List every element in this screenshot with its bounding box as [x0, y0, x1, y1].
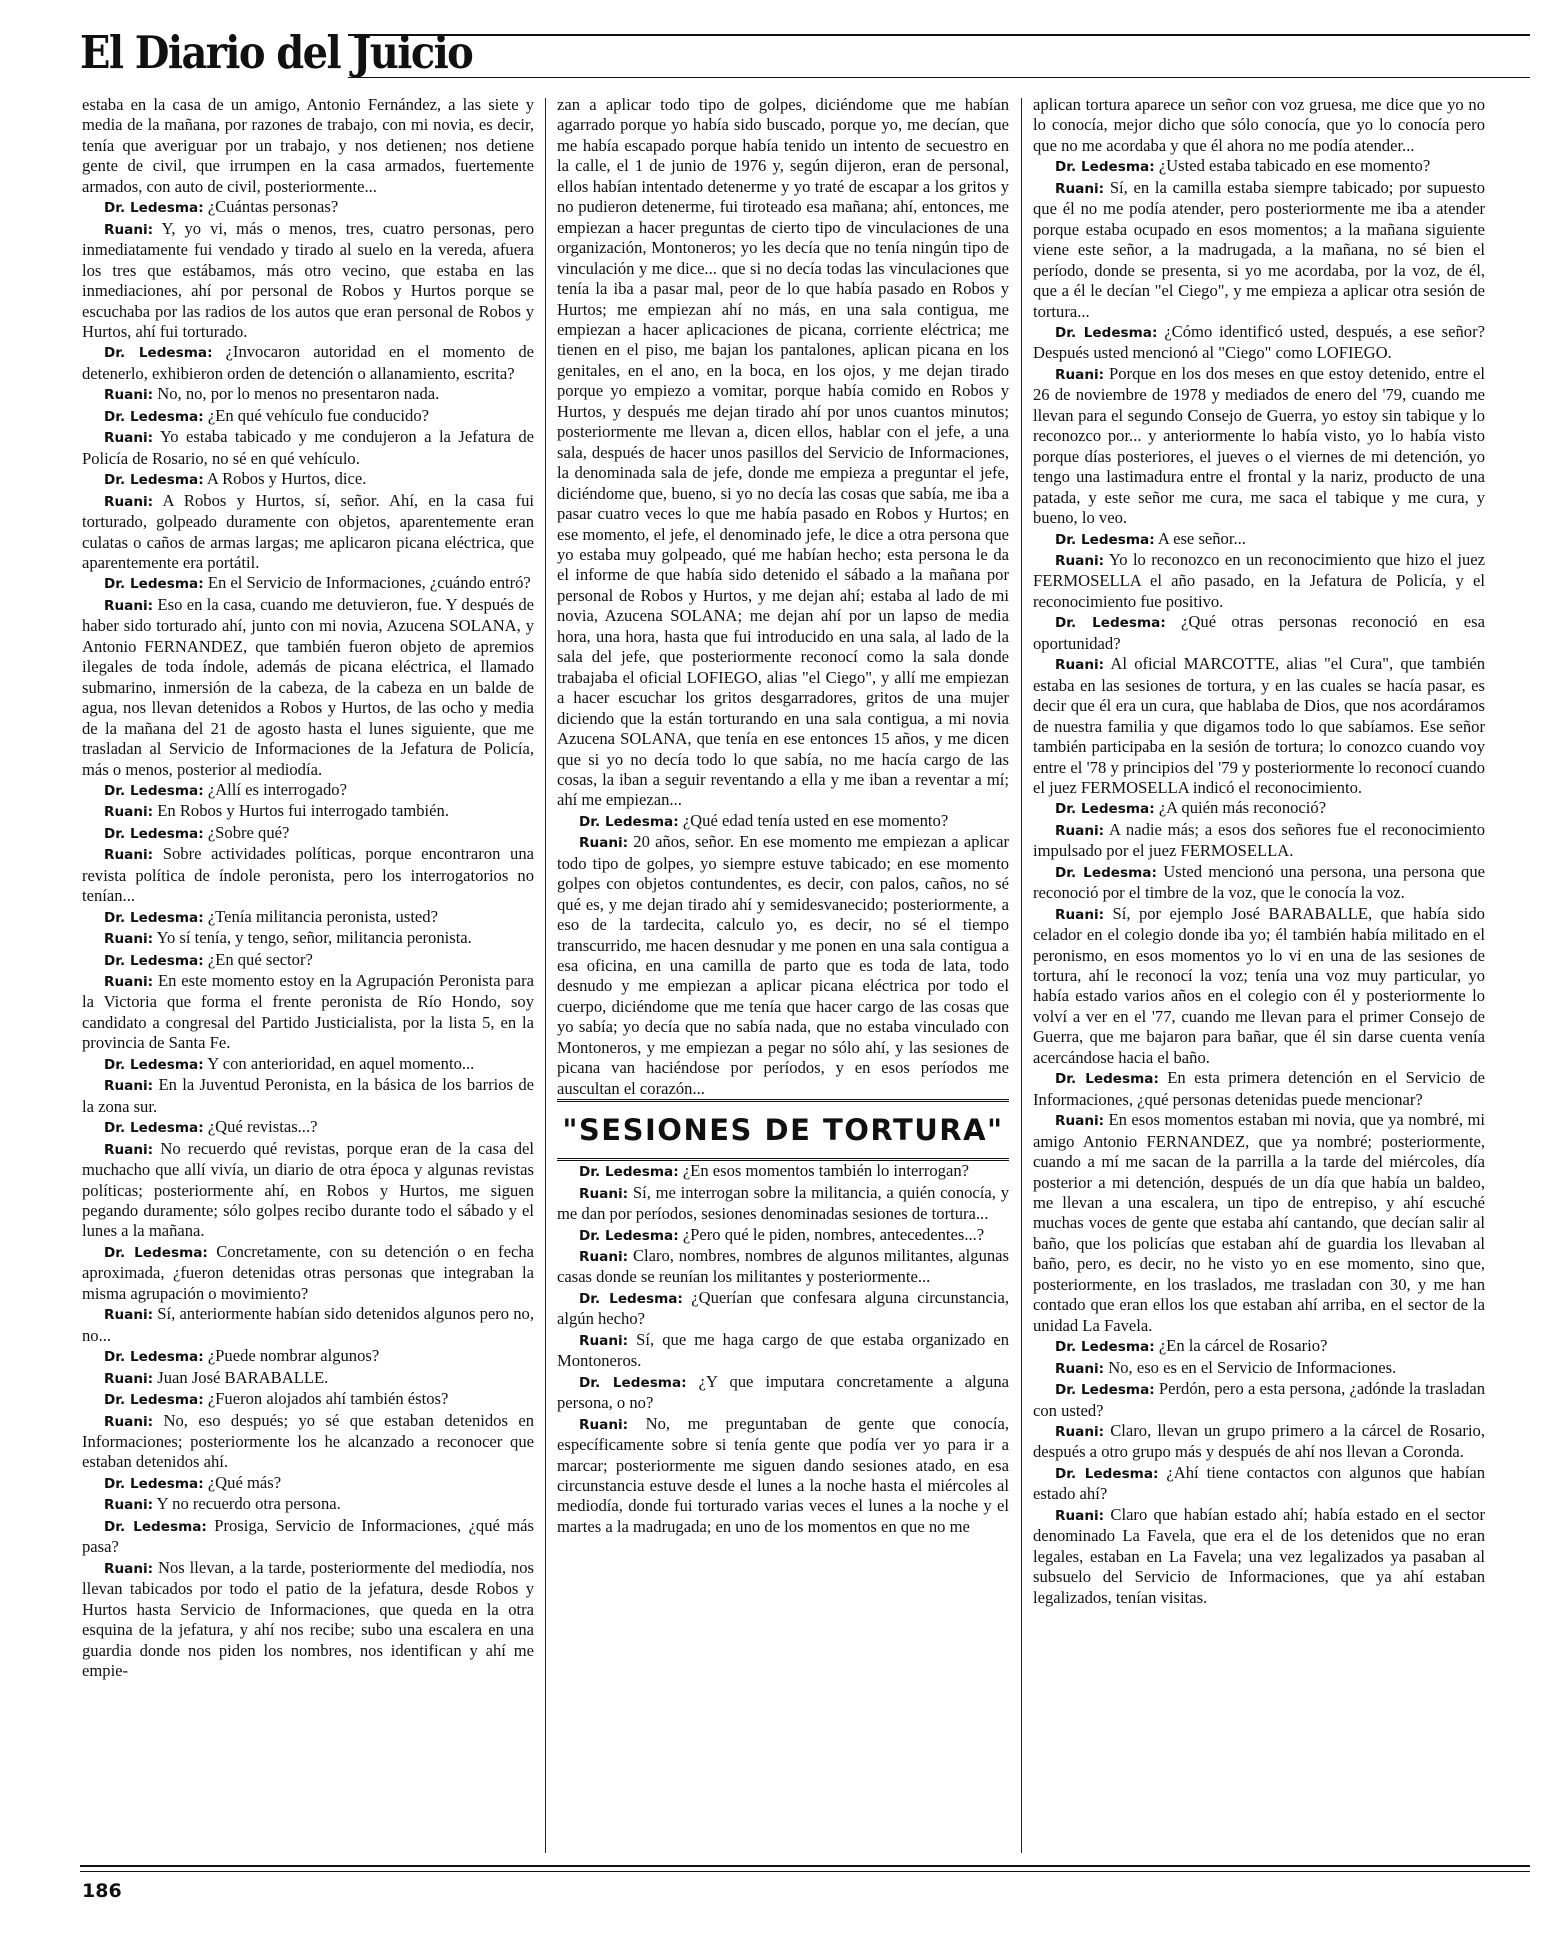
speaker-label: Ruani:: [104, 221, 154, 238]
speaker-label: Ruani:: [104, 1078, 154, 1095]
speaker-label: Ruani:: [1055, 657, 1105, 674]
paragraph-text: No, eso después; yo sé que estaban detenidos en Informaciones; posteriormente los he alcanzado a reconocer que estaban detenidos ahí.: [82, 1410, 534, 1472]
transcript-paragraph: [82, 1117, 534, 1138]
paragraph-text: Sí, por ejemplo José BARABALLE, que había sido celador en el colegio donde iba yo; él también había militado en el peronismo, en esos momentos yo lo vi en una de las sesiones de tortura, ahí le reconocí la voz; tenía una voz muy particular, yo había estado varios años en el colegio con él y posteriormente lo volví a ver en el '77, cuando me llevan para el primer Consejo de Guerra, que me bajaron para bañar, que él sin darse cuenta venía acercándose hacia el baño.: [1033, 903, 1485, 1067]
speaker-label: Ruani:: [579, 1416, 629, 1433]
paragraph-text: ¿En qué vehículo fue conducido?: [207, 405, 429, 425]
paragraph-text: ¿Qué otras personas reconoció en esa oportunidad?: [1033, 612, 1485, 653]
paragraph-text: Y no recuerdo otra persona.: [156, 1494, 341, 1514]
transcript-paragraph: [557, 832, 1009, 1099]
transcript-paragraph: [82, 1389, 534, 1410]
page-number: 186: [82, 1880, 122, 1902]
speaker-label: Dr. Ledesma:: [104, 1349, 204, 1366]
paragraph-text: Yo lo reconozco en un reconocimiento que hizo el juez FERMOSELLA el año pasado, en la Jefatura de Policía, y el reconocimiento fue positivo.: [1033, 549, 1485, 611]
paragraph-text: ¿Fueron alojados ahí también éstos?: [207, 1389, 449, 1409]
transcript-paragraph: [82, 1558, 534, 1682]
text-column-2: [557, 95, 1009, 1855]
paragraph-text: En Robos y Hurtos fui interrogado también.: [157, 801, 449, 821]
transcript-paragraph: [82, 1368, 534, 1389]
paragraph-text: No, me preguntaban de gente que conocía, específicamente sobre si tenía gente que podía ver yo para ir a marcar; posteriormente me siguen dando sesiones atado, en esa circunstancia estuve desde el lunes a la noche hasta el miércoles al mediodía, donde fui torturado varias veces el lunes a la noche y el martes a la madrugada; en uno de los momentos en que no me: [557, 1413, 1009, 1536]
transcript-paragraph: [82, 595, 534, 780]
speaker-label: Ruani:: [104, 430, 154, 447]
speaker-label: Dr. Ledesma:: [104, 1475, 204, 1492]
paragraph-text: A Robos y Hurtos, sí, señor. Ahí, en la casa fui torturado, golpeado duramente con objetos, aparentemente eran culatas o caños de armas largas; me aplicaron picana eléctrica, que aparentemente era portátil.: [82, 490, 534, 572]
paragraph-text: ¿A quién más reconoció?: [1158, 798, 1327, 818]
speaker-label: Dr. Ledesma:: [579, 1290, 683, 1307]
paragraph-text: Juan José BARABALLE.: [157, 1367, 329, 1387]
transcript-paragraph: [1033, 1336, 1485, 1357]
transcript-paragraph: [1033, 1421, 1485, 1463]
paragraph-text: Y, yo vi, más o menos, tres, cuatro personas, pero inmediatamente fui vendado y tirado al suelo en la vereda, afuera los tres que estábamos, más otro vecino, que estaba en las inmediaciones, ahí por personal de Robos y Hurtos porque se escuchaba por las radios de los autos que eran personal de Robos y Hurtos, ahí fui torturado.: [82, 218, 534, 341]
paragraph-text: En esta primera detención en el Servicio de Informaciones, ¿qué personas detenidas puede mencionar?: [1033, 1068, 1485, 1109]
speaker-label: Dr. Ledesma:: [104, 200, 204, 217]
speaker-label: Ruani:: [104, 931, 154, 948]
transcript-paragraph: [82, 823, 534, 844]
paragraph-text: En la Juventud Peronista, en la básica de los barrios de la zona sur.: [82, 1075, 534, 1116]
transcript-paragraph: [557, 1288, 1009, 1330]
transcript-paragraph: [1033, 904, 1485, 1069]
paragraph-text: ¿Allí es interrogado?: [207, 779, 347, 799]
speaker-label: Ruani:: [104, 1307, 154, 1324]
masthead: [80, 22, 1530, 82]
speaker-label: Ruani:: [104, 387, 154, 404]
speaker-label: Dr. Ledesma:: [104, 1518, 207, 1535]
paragraph-text: A nadie más; a esos dos señores fue el reconocimiento impulsado por el juez FERMOSELLA.: [1033, 819, 1485, 861]
column-divider: [545, 98, 546, 1853]
paragraph-text: Sobre actividades políticas, porque encontraron una revista política de índole peronista, pero los interrogatorios no tenían...: [82, 844, 534, 906]
transcript-paragraph: [1033, 364, 1485, 529]
speaker-label: Ruani:: [579, 1332, 629, 1349]
speaker-label: Ruani:: [1055, 1424, 1105, 1440]
transcript-paragraph: [82, 971, 534, 1054]
paragraph-text: Prosiga, Servicio de Informaciones, ¿qué más pasa?: [82, 1515, 534, 1557]
text-column-1: [82, 95, 534, 1855]
speaker-label: Ruani:: [1055, 906, 1105, 923]
paragraph-text: ¿Qué revistas...?: [207, 1117, 318, 1137]
transcript-paragraph: [82, 384, 534, 405]
paragraph-text: Al oficial MARCOTTE, alias "el Cura", que también estaba en las sesiones de tortura, y en las cuales se hacía pasar, es decir que él era un cura, que hablaba de Dios, que nos acordáramos de nuestra familia y que digamos todo lo que sabíamos. Ese señor también participaba en la sesión de tortura; lo conozco cuando voy entre el '78 y principios del '79 y posteriormente lo reconocí cuando el juez FERMOSELLA indicó el reconocimiento.: [1033, 654, 1485, 797]
speaker-label: Dr. Ledesma:: [104, 472, 204, 489]
speaker-label: Ruani:: [1055, 1507, 1105, 1524]
paragraph-text: Sí, que me haga cargo de que estaba organizado en Montoneros.: [557, 1329, 1009, 1371]
paragraph-text: Claro, nombres, nombres de algunos militantes, algunas casas donde se reunían los militantes y posteriormente...: [557, 1246, 1009, 1287]
text-column-3: [1033, 95, 1485, 1855]
speaker-label: Dr. Ledesma:: [104, 825, 204, 842]
speaker-label: Ruani:: [104, 847, 154, 864]
paragraph-text: A Robos y Hurtos, dice.: [206, 469, 367, 489]
transcript-paragraph: [82, 1494, 534, 1515]
transcript-paragraph: [82, 1054, 534, 1075]
transcript-paragraph: [82, 573, 534, 594]
paragraph-text: estaba en la casa de un amigo, Antonio Fernández, a las siete y media de la mañana, por razones de trabajo, con mi novia, es decir, tenía que averiguar por un trabajo, y nos detienen; nos detiene gente de civil, que irrumpen en la casa armados, fuertemente armados, con auto de civil, posteriormente...: [82, 95, 534, 196]
transcript-paragraph: [82, 1242, 534, 1304]
transcript-paragraph: [557, 1414, 1009, 1538]
speaker-label: Ruani:: [579, 1185, 629, 1202]
transcript-paragraph: [1033, 1463, 1485, 1505]
paragraph-text: 20 años, señor. En ese momento me empiezan a aplicar todo tipo de golpes, yo siempre estuve tabicado; en ese momento golpes con objetos contundentes, es decir, con palos, caños, no sé qué es, y me dejan tirado ahí y semidesvanecido; posteriormente, a eso de la tardecita, calculo yo, es decir, no sé el tiempo transcurrido, me hacen desnudar y me ponen en una sala contigua a esa oficina, en una camilla de parto que es toda de lata, todo desnudo y me empiezan a aplicar picana eléctrica por todo el cuerpo, diciéndome que me tenía que hacer cargo de las cosas que yo sabía; yo decía que no sabía nada, que no estaba vinculado con Montoneros, y me empiezan a pegar no sólo ahí, y las sesiones de picana van haciéndose por períodos, y en esos períodos me auscultan el corazón...: [557, 832, 1009, 1098]
transcript-paragraph: [1033, 820, 1485, 862]
speaker-label: Ruani:: [579, 835, 629, 852]
speaker-label: Dr. Ledesma:: [579, 1164, 679, 1181]
transcript-paragraph: [82, 1516, 534, 1558]
speaker-label: Ruani:: [104, 1413, 154, 1430]
paragraph-text: No recuerdo qué revistas, porque eran de la casa del muchacho que allí vivía, un diario de otra época y algunas revistas políticas; posteriormente ahí, en Robos y Hurtos, me siguen pegando duramente; sólo golpes recibo durante todo el sábado y el lunes a la mañana.: [82, 1138, 534, 1241]
speaker-label: Dr. Ledesma:: [1055, 1382, 1155, 1399]
transcript-paragraph: [557, 1330, 1009, 1372]
speaker-label: Dr. Ledesma:: [104, 1392, 204, 1409]
transcript-paragraph: [82, 469, 534, 490]
paragraph-text: ¿Tenía militancia peronista, usted?: [207, 906, 438, 926]
transcript-paragraph: [1033, 95, 1485, 156]
paragraph-text: ¿Pero qué le piden, nombres, antecedentes...?: [682, 1224, 985, 1244]
transcript-paragraph: [1033, 1379, 1485, 1421]
transcript-paragraph: [82, 219, 534, 343]
speaker-label: Dr. Ledesma:: [1055, 1339, 1155, 1356]
speaker-label: Dr. Ledesma:: [579, 813, 679, 830]
publication-title: El Diario del Juicio: [80, 26, 473, 80]
transcript-paragraph: [1033, 529, 1485, 550]
transcript-paragraph: [82, 95, 534, 197]
paragraph-text: zan a aplicar todo tipo de golpes, diciéndome que me habían agarrado porque yo había sido buscado, porque yo, me decían, que me había escapado porque había tenido un intento de secuestro en la calle, el 1 de junio de 1976 y, según dijeron, eran de personal, ellos habían intentado detenerme y yo traté de escapar a los gritos y no pudieron detenerme, fui tiroteado esa mañana; ahí, entonces, me empiezan a hacer preguntas de cierto tipo de vinculaciones de una organización, Montoneros; yo les decía que no tenía ningún tipo de vinculación y me dice... que si no decía todas las vinculaciones que tenía la iba a pasar mal, peor de lo que había pasado en Robos y Hurtos; me empiezan ahí no más, en una sala contigua, me empiezan a hacer aplicaciones de picana, corriente eléctrica; me tienen en el piso, me bajan los pantalones, aplican picana en los genitales, en el ano, en la boca, en los ojos, y me dejan tirado porque yo empiezo a vomitar, porque había comido en Robos y Hurtos, y después me dejan tirado ahí por unos cuantos minutos; posteriormente me llevan a, dicen ellos, hablar con el jefe, a una sala, después de hacer unos pasillos del Servicio de Informaciones, la denominada sala de jefe, donde me empieza a preguntar el jefe, diciéndome que, bueno, si yo no decía las cosas que sabía, me iba a pasar cuatro veces lo que me había pasado en Robos y Hurtos; en ese momento, el jefe, el denominado jefe, le dice a otra persona que yo estaba muy golpeado, qué me habían hecho; esta persona le da el informe de que había sido detenido el sábado a la mañana por personal de Robos y Hurtos, y me dejan ahí; estaba al lado de mi novia, Azucena SOLANA; me dejan ahí por un lapso de media hora, una hora, hasta que fui introducido en una sala, al lado de la sala del jefe, que posteriormente reconocí como la sala donde trabajaba el oficial LOFIEGO, alias "el Ciego", y allí me empiezan a hacer escuchar los gritos desgarradores, gritos de una mujer diciendo que la están torturando en una sala contigua, a mi novia Azucena SOLANA, que tenía en ese entonces 15 años, y me dicen que si yo no decía todo lo que sabía, no me hacía cargo de las cosas, la iban a seguir reventando a ella y me iban a reventar a mí; ahí me empiezan...: [557, 95, 1009, 810]
masthead-rule: [348, 34, 1530, 36]
transcript-paragraph: [1033, 862, 1485, 904]
transcript-paragraph: [82, 1411, 534, 1473]
paragraph-text: ¿Ahí tiene contactos con algunos que habían estado ahí?: [1033, 1462, 1485, 1504]
transcript-paragraph: [557, 95, 1009, 811]
speaker-label: Dr. Ledesma:: [104, 909, 204, 926]
speaker-label: Ruani:: [104, 804, 154, 821]
paragraph-text: Claro, llevan un grupo primero a la cárcel de Rosario, después a otro grupo más y después de ahí nos llevan a Coronda.: [1033, 1421, 1485, 1462]
speaker-label: Ruani:: [1055, 366, 1105, 383]
transcript-paragraph: [82, 1075, 534, 1117]
speaker-label: Dr. Ledesma:: [1055, 864, 1157, 881]
paragraph-text: ¿Usted estaba tabicado en ese momento?: [1158, 156, 1431, 176]
speaker-label: Dr. Ledesma:: [104, 408, 204, 425]
paragraph-text: No, no, por lo menos no presentaron nada.: [157, 384, 440, 404]
speaker-label: Dr. Ledesma:: [1055, 801, 1155, 818]
transcript-paragraph: [82, 342, 534, 384]
speaker-label: Ruani:: [104, 597, 154, 614]
transcript-paragraph: [82, 406, 534, 427]
speaker-label: Dr. Ledesma:: [1055, 324, 1158, 341]
transcript-paragraph: [1033, 156, 1485, 177]
paragraph-text: ¿En qué sector?: [207, 949, 313, 969]
speaker-label: Dr. Ledesma:: [104, 1120, 204, 1137]
speaker-label: Ruani:: [104, 493, 154, 510]
transcript-paragraph: [82, 844, 534, 906]
paragraph-text: ¿Sobre qué?: [207, 822, 290, 842]
speaker-label: Ruani:: [104, 1560, 154, 1577]
speaker-label: Dr. Ledesma:: [104, 782, 204, 799]
paragraph-text: ¿Qué edad tenía usted en ese momento?: [682, 810, 949, 830]
section-title: "SESIONES DE TORTURA": [557, 1099, 1009, 1161]
paragraph-text: ¿Y que imputara concretamente a alguna persona, o no?: [557, 1371, 1009, 1413]
paragraph-text: En el Servicio de Informaciones, ¿cuándo entró?: [207, 573, 531, 593]
transcript-paragraph: [1033, 654, 1485, 798]
paragraph-text: En esos momentos estaban mi novia, que ya nombré, mi amigo Antonio FERNANDEZ, que ya nombré; posteriormente, cuando a mí me sacan de la parrilla a la tarde del miércoles, día posterior a mi detención, después de un día que había un baldeo, me llevan a una escalera, un tipo de entrepiso, y ahí escuché muchas voces de gente que estaba ahí cantando, que decían salir al baño, que los policías que estaban ahí de guardia los llevaban al baño, pero, es decir, no he visto yo en ese momento, sino que, posteriormente, en los traslados, me trasladan con 30, y me han contado que eran ellos los que estaban ahí arriba, en el sector de la unidad La Favela.: [1033, 1110, 1485, 1335]
paragraph-text: ¿En esos momentos también lo interrogan?: [682, 1161, 969, 1181]
speaker-label: Ruani:: [1055, 1360, 1105, 1377]
paragraph-text: ¿Puede nombrar algunos?: [207, 1346, 380, 1366]
speaker-label: Ruani:: [104, 1141, 154, 1158]
paragraph-text: Perdón, pero a esta persona, ¿adónde la trasladan con usted?: [1033, 1379, 1485, 1420]
paragraph-text: ¿Qué más?: [207, 1472, 282, 1492]
transcript-paragraph: [1033, 1505, 1485, 1608]
paragraph-text: Y con anterioridad, en aquel momento...: [207, 1053, 475, 1073]
speaker-label: Ruani:: [104, 1497, 154, 1514]
transcript-paragraph: [557, 1246, 1009, 1288]
paragraph-text: Claro que habían estado ahí; había estado en el sector denominado La Favela, que era el de los detenidos que no eran legales, estaban en La Favela; una vez legalizados ya pasaban al subsuelo del Servicio de Informaciones, que ya ahí estaban legalizados, tenían visitas.: [1033, 1504, 1485, 1607]
transcript-paragraph: [1033, 550, 1485, 612]
paragraph-text: Sí, anteriormente habían sido detenidos algunos pero no, no...: [82, 1304, 534, 1345]
transcript-paragraph: [1033, 322, 1485, 364]
transcript-paragraph: [82, 1346, 534, 1367]
speaker-label: Dr. Ledesma:: [104, 1056, 204, 1073]
paragraph-text: ¿Cuántas personas?: [207, 197, 339, 217]
transcript-paragraph: [557, 1225, 1009, 1246]
transcript-paragraph: [82, 197, 534, 218]
speaker-label: Ruani:: [579, 1249, 629, 1266]
column-divider: [1021, 98, 1022, 1853]
paragraph-text: Porque en los dos meses en que estoy detenido, entre el 26 de noviembre de 1978 y mediados de enero del '79, cuando me llevan para el segundo Consejo de Guerra, yo estoy sin tabique y lo reconozco por... y anteriormente lo había visto, yo lo había visto porque días posteriores, el jueves o el viernes de mi detención, yo tengo una lastimadura entre el frontal y la nariz, producto de una patada, y este señor me cura, me saca el tabique y me cura, y bueno, lo veo.: [1033, 363, 1485, 528]
transcript-paragraph: [82, 1139, 534, 1242]
transcript-paragraph: [82, 801, 534, 822]
transcript-paragraph: [82, 1473, 534, 1494]
speaker-label: Dr. Ledesma:: [579, 1374, 687, 1391]
paragraph-text: aplican tortura aparece un señor con voz gruesa, me dice que yo no lo conocía, mejor dicho que sólo conocía, que yo lo conocía pero que no me acordaba y que él ahora no me podía atender...: [1033, 95, 1485, 155]
transcript-paragraph: [82, 491, 534, 574]
paragraph-text: ¿Querían que confesara alguna circunstancia, algún hecho?: [557, 1287, 1009, 1329]
transcript-paragraph: [557, 1372, 1009, 1414]
paragraph-text: Sí, en la camilla estaba siempre tabicado; por supuesto que él no me podía atender, pero posteriormente me iba a atender porque estaba ocupado en esos momentos; a la mañana siguiente viene este señor, a la madrugada, a la mañana, no sé bien el período, donde se presenta, si yo me acordaba, por la voz, de él, que a él le decían "el Ciego", y me empieza a aplicar otra sesión de tortura...: [1033, 177, 1485, 321]
speaker-label: Dr. Ledesma:: [104, 576, 204, 593]
transcript-paragraph: [82, 780, 534, 801]
speaker-label: Dr. Ledesma:: [1055, 1071, 1159, 1088]
speaker-label: Dr. Ledesma:: [104, 1244, 208, 1261]
speaker-label: Dr. Ledesma:: [104, 952, 204, 969]
transcript-paragraph: [1033, 1110, 1485, 1336]
paragraph-text: Yo estaba tabicado y me condujeron a la Jefatura de Policía de Rosario, no sé en qué vehículo.: [82, 427, 534, 468]
masthead-rule-bottom: [348, 77, 1530, 78]
transcript-paragraph: [82, 427, 534, 469]
transcript-paragraph: [82, 928, 534, 949]
speaker-label: Ruani:: [1055, 180, 1105, 197]
paragraph-text: Concretamente, con su detención o en fecha aproximada, ¿fueron detenidas otras personas que integraban la misma agrupación o movimiento?: [82, 1241, 534, 1303]
speaker-label: Dr. Ledesma:: [1055, 159, 1155, 176]
transcript-paragraph: [1033, 1358, 1485, 1379]
speaker-label: Dr. Ledesma:: [579, 1227, 679, 1244]
speaker-label: Dr. Ledesma:: [1055, 615, 1166, 632]
speaker-label: Dr. Ledesma:: [104, 345, 213, 362]
transcript-paragraph: [1033, 1068, 1485, 1110]
paragraph-text: Nos llevan, a la tarde, posteriormente del mediodía, nos llevan tabicados por todo el patio de la jefatura, desde Robos y Hurtos hasta Servicio de Informaciones, que queda en la otra esquina de la jefatura, y ahí nos recibe; subo una escalera en una guardia donde nos piden los nombres, nos identifican y ahí me empie-: [82, 1557, 534, 1680]
footer-rule-thin: [80, 1871, 1530, 1872]
paragraph-text: Yo sí tenía, y tengo, señor, militancia peronista.: [156, 928, 472, 948]
footer-rule: [80, 1865, 1530, 1867]
transcript-paragraph: [557, 1183, 1009, 1225]
transcript-paragraph: [1033, 178, 1485, 322]
transcript-paragraph: [82, 950, 534, 971]
transcript-paragraph: [557, 811, 1009, 832]
transcript-paragraph: [557, 1161, 1009, 1182]
paragraph-text: Sí, me interrogan sobre la militancia, a quién conocía, y me dan por períodos, sesiones denominadas sesiones de tortura...: [557, 1182, 1009, 1224]
speaker-label: Ruani:: [104, 974, 154, 991]
speaker-label: Dr. Ledesma:: [1055, 531, 1155, 548]
transcript-paragraph: [82, 1304, 534, 1346]
paragraph-text: Eso en la casa, cuando me detuvieron, fue. Y después de haber sido torturado ahí, junto con mi novia, Azucena SOLANA, y Antonio FERNANDEZ, que también fueron objeto de apremios ilegales de toda índole, además de picana eléctrica, el llamado submarino, inmersión de la cabeza, de la cabeza en un balde de agua, nos llevan detenidos a Robos y Hurtos, de las ocho y media de la mañana del 21 de agosto hasta el lunes siguiente, que me trasladan al Servicio de Informaciones de la Jefatura de Policía, más o menos, posterior al mediodía.: [82, 594, 534, 779]
transcript-paragraph: [1033, 798, 1485, 819]
speaker-label: Ruani:: [1055, 552, 1105, 569]
paragraph-text: ¿En la cárcel de Rosario?: [1158, 1336, 1328, 1356]
paragraph-text: A ese señor...: [1157, 528, 1246, 548]
paragraph-text: ¿Invocaron autoridad en el momento de detenerlo, exhibieron orden de detención o allanamiento, escrita?: [82, 342, 534, 383]
transcript-paragraph: [82, 907, 534, 928]
paragraph-text: Usted mencionó una persona, una persona que reconoció por el timbre de la voz, que le conocía la voz.: [1033, 861, 1485, 903]
paragraph-text: ¿Cómo identificó usted, después, a ese señor? Después usted mencionó al "Ciego" como LOFIEGO.: [1033, 321, 1485, 363]
speaker-label: Ruani:: [104, 1370, 154, 1387]
paragraph-text: No, eso es en el Servicio de Informaciones.: [1108, 1357, 1397, 1377]
speaker-label: Dr. Ledesma:: [1055, 1465, 1159, 1482]
transcript-paragraph: [1033, 612, 1485, 654]
paragraph-text: En este momento estoy en la Agrupación Peronista para la Victoria que forma el frente peronista de Río Hondo, soy candidato a congresal del Partido Justicialista, por la lista 5, en la provincia de Santa Fe.: [82, 971, 534, 1053]
speaker-label: Ruani:: [1055, 1113, 1105, 1130]
speaker-label: Ruani:: [1055, 822, 1105, 839]
